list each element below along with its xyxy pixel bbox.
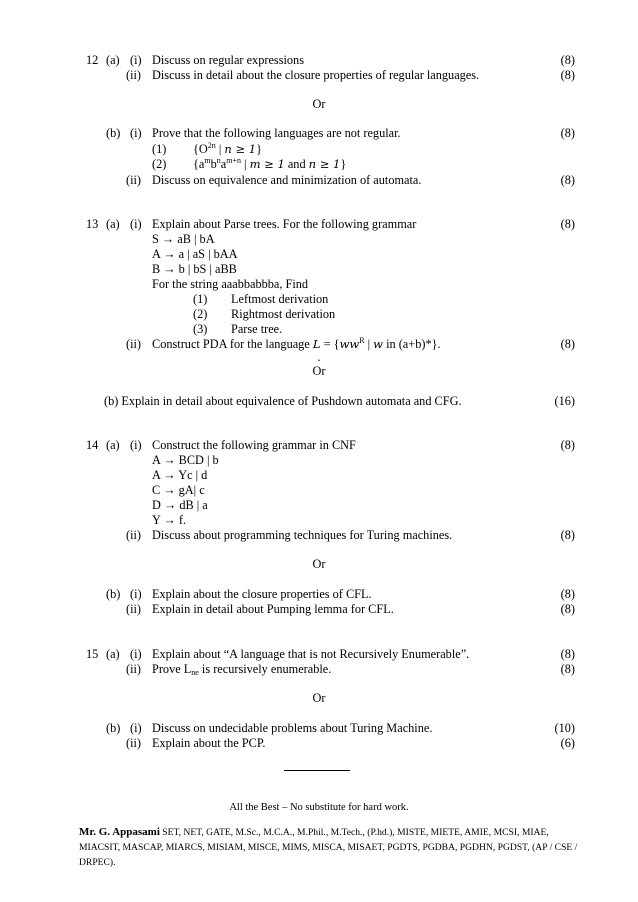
derivation-item: [193, 307, 336, 322]
marks: (8): [560, 173, 575, 187]
text: }: [256, 142, 262, 156]
derivation-item: [193, 292, 329, 307]
math: w: [373, 337, 383, 351]
marks: (8): [560, 587, 575, 601]
author-name: Mr. G. Appasami: [79, 826, 160, 838]
or-separator: Or: [312, 364, 326, 378]
question-text: Discuss on undecidable problems about Turing Machine.: [152, 721, 433, 735]
grammar-rule: S → aB | bA: [152, 232, 215, 246]
part-label: (a): [106, 217, 120, 231]
superscript: R: [359, 336, 365, 345]
grammar-rule: D → dB | a: [152, 498, 208, 512]
question-text: Explain about “A language that is not Recursively Enumerable”.: [152, 647, 470, 661]
q12-language-1: [152, 141, 262, 157]
marks: (8): [560, 647, 575, 661]
stray-dot: .: [317, 350, 321, 364]
part-label: (b): [106, 721, 121, 735]
text: Prove L: [152, 662, 192, 676]
marks: (6): [560, 736, 575, 750]
question-number: 14: [86, 438, 99, 452]
subpart-label: (ii): [126, 528, 142, 542]
marks: (16): [554, 394, 575, 408]
subpart-label: (i): [130, 217, 142, 231]
subpart-label: (i): [130, 126, 142, 140]
or-separator: Or: [312, 97, 326, 111]
subpart-label: (i): [130, 721, 142, 735]
superscript: n: [216, 156, 221, 165]
marks: (8): [560, 528, 575, 542]
text: |: [215, 142, 225, 156]
grammar-rule: Y → f.: [152, 513, 187, 527]
item-text: Parse tree.: [231, 322, 283, 336]
subpart-label: (i): [130, 587, 142, 601]
subpart-label: (ii): [126, 173, 142, 187]
end-divider: [284, 770, 350, 771]
derivation-item: [193, 322, 283, 337]
marks: (8): [560, 438, 575, 452]
part-label: (b): [106, 587, 121, 601]
math: ww: [339, 337, 360, 351]
subpart-label: (i): [130, 438, 142, 452]
question-text: Explain about the closure properties of CFL.: [152, 587, 372, 601]
text: = {: [320, 337, 340, 351]
marks: (8): [560, 662, 575, 676]
math: n ≥ 1: [308, 157, 341, 171]
question-text: Explain in detail about Pumping lemma for CFL.: [152, 602, 394, 616]
question-number: 12: [86, 53, 99, 67]
q12-language-2: [152, 156, 347, 172]
subpart-label: (i): [130, 647, 142, 661]
part-label: (a): [106, 438, 120, 452]
question-text: Construct the following grammar in CNF: [152, 438, 356, 452]
text: Construct PDA for the language: [152, 337, 313, 351]
question-text: Explain about the PCP.: [152, 736, 266, 750]
marks: (8): [560, 53, 575, 67]
language-definition: [193, 157, 346, 172]
subpart-label: (ii): [126, 662, 142, 676]
subpart-label: (ii): [126, 337, 142, 351]
grammar-rule: A → a | aS | bAA: [152, 247, 238, 261]
item-number: (2): [193, 307, 208, 321]
math: m ≥ 1: [249, 157, 285, 171]
superscript: m: [204, 156, 211, 165]
item-number: (3): [193, 322, 208, 336]
or-separator: Or: [312, 691, 326, 705]
part-label: (a): [106, 647, 120, 661]
question-text: Discuss on equivalence and minimization of automata.: [152, 173, 422, 187]
question-text: Discuss about programming techniques for Turing machines.: [152, 528, 453, 542]
marks: (8): [560, 602, 575, 616]
author-qualifications: SET, NET, GATE, M.Sc., M.C.A., M.Phil., M.Tech., (P.hd.), MISTE, MIETE, AMIE, MCSI, MIAE, MIACSIT, MASCAP, MIARCS, MISIAM, MISCE, MIMS, MISCA, MISAET, PGDTS, PGDBA, PGDHN, PGDST, (AP / CSE / DRPEC).: [79, 827, 578, 868]
superscript: 2n: [207, 141, 216, 150]
item-number: (1): [152, 142, 167, 156]
question-number: 15: [86, 647, 99, 661]
subpart-label: (i): [130, 53, 142, 67]
question-text: For the string aaabbabbba, Find: [152, 277, 309, 291]
text: }: [340, 157, 347, 171]
math: n ≥ 1: [224, 142, 257, 156]
marks: (8): [560, 126, 575, 140]
text: and: [284, 157, 309, 171]
grammar-rule: C → gA| c: [152, 483, 205, 497]
grammar-rule: A → Yc | d: [152, 468, 208, 482]
superscript: m+n: [226, 156, 241, 165]
closing-wish: All the Best – No substitute for hard work.: [229, 802, 409, 813]
question-number: 13: [86, 217, 99, 231]
text: a: [220, 157, 227, 171]
text: in (a+b)*}.: [383, 337, 441, 351]
question-text: Discuss on regular expressions: [152, 53, 304, 67]
question-text: Discuss in detail about the closure properties of regular languages.: [152, 68, 480, 82]
question-text: Explain about Parse trees. For the following grammar: [152, 217, 417, 231]
question-text: Prove that the following languages are not regular.: [152, 126, 401, 140]
or-separator: Or: [312, 557, 326, 571]
marks: (8): [560, 68, 575, 82]
grammar-rule: A → BCD | b: [152, 453, 219, 467]
subpart-label: (ii): [126, 736, 142, 750]
item-text: Leftmost derivation: [231, 292, 329, 306]
part-label: (b): [106, 126, 121, 140]
text: {a: [193, 157, 205, 171]
math: L: [312, 337, 321, 351]
subpart-label: (ii): [126, 68, 142, 82]
part-label: (a): [106, 53, 120, 67]
question-text: [152, 662, 331, 677]
text: |: [240, 157, 250, 171]
item-text: Rightmost derivation: [231, 307, 336, 321]
author-credit: [79, 825, 579, 870]
language-definition: [193, 142, 262, 157]
marks: (8): [560, 337, 575, 351]
marks: (8): [560, 217, 575, 231]
text: b: [210, 157, 217, 171]
item-number: (1): [193, 292, 208, 306]
item-number: (2): [152, 157, 167, 171]
subpart-label: (ii): [126, 602, 142, 616]
text: |: [364, 337, 374, 351]
text: {O: [193, 142, 208, 156]
marks: (10): [554, 721, 575, 735]
subscript: ne: [191, 668, 199, 677]
q13-b-row: (b) Explain in detail about equivalence of Pushdown automata and CFG.: [104, 394, 462, 408]
text: is recursively enumerable.: [198, 662, 332, 676]
grammar-rule: B → b | bS | aBB: [152, 262, 237, 276]
